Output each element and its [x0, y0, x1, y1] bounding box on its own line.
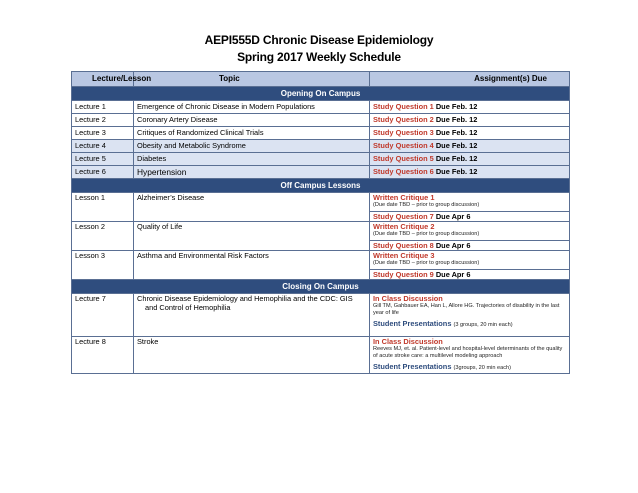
section-opening [72, 87, 570, 101]
spacer [373, 330, 566, 336]
table-row [72, 193, 570, 222]
study-question: Study Question 8 [373, 241, 434, 250]
header-topic: Topic [134, 72, 370, 87]
table-row [72, 153, 570, 166]
lecture-id: Lecture 6 [72, 166, 134, 179]
due-note: (Due date TBD – prior to group discussion) [373, 202, 480, 208]
presentation-note: (3groups, 20 min each) [453, 365, 512, 371]
table-row [72, 337, 570, 374]
document-subtitle: Spring 2017 Weekly Schedule [237, 50, 401, 64]
lecture-topic: Emergence of Chronic Disease in Modern Populations [134, 101, 370, 114]
lecture-id: Lecture 1 [72, 101, 134, 114]
student-presentations: Student Presentations [373, 319, 452, 328]
lecture-id: Lecture 5 [72, 153, 134, 166]
topic-line-1: Stroke [137, 337, 159, 346]
topic-line-2: and Control of Hemophilia [145, 303, 231, 312]
lecture-id: Lecture 8 [72, 337, 134, 374]
lecture-topic [134, 337, 370, 374]
section-title: Closing On Campus [72, 280, 570, 294]
presentation-line [373, 362, 566, 373]
table-row [72, 114, 570, 127]
table-row [72, 140, 570, 153]
lecture-id: Lecture 3 [72, 127, 134, 140]
lecture-id: Lecture 4 [72, 140, 134, 153]
assignment-cell [370, 294, 570, 337]
lesson-topic: Alzheimer’s Disease [134, 193, 370, 222]
schedule-table [71, 71, 570, 374]
study-question: Study Question 5 [373, 154, 434, 163]
topic-line-1: Chronic Disease Epidemiology and Hemophilia and the CDC: GIS [137, 294, 353, 303]
header-row [72, 72, 570, 87]
student-presentations: Student Presentations [373, 362, 452, 371]
study-question: Study Question 4 [373, 141, 434, 150]
presentation-line [373, 319, 566, 330]
written-critique: Written Critique 1 [373, 193, 435, 202]
due-date: Due Apr 6 [435, 241, 471, 250]
due-note: (Due date TBD – prior to group discussion) [373, 231, 480, 237]
discussion-label: In Class Discussion [373, 337, 443, 346]
study-question: Study Question 7 [373, 212, 434, 221]
lesson-id: Lesson 3 [72, 251, 134, 280]
reading-reference: Reeves MJ, et. al. Patient-level and hospital-level determinants of the quality of acute stroke care: a multilevel modeling approach [373, 346, 563, 359]
due-date: Due Feb. 12 [435, 128, 478, 137]
due-note: (Due date TBD – prior to group discussion) [373, 260, 480, 266]
lecture-topic: Obesity and Metabolic Syndrome [134, 140, 370, 153]
due-date: Due Feb. 12 [435, 154, 478, 163]
study-question: Study Question 9 [373, 270, 434, 279]
lecture-id: Lecture 2 [72, 114, 134, 127]
due-date: Due Apr 6 [435, 270, 471, 279]
lesson-id: Lesson 1 [72, 193, 134, 222]
due-date: Due Apr 6 [435, 212, 471, 221]
assignment-cell [370, 114, 570, 127]
header-lecture: Lecture/Lesson [72, 72, 134, 87]
assignment-cell [370, 101, 570, 114]
lecture-topic: Coronary Artery Disease [134, 114, 370, 127]
due-date: Due Feb. 12 [435, 115, 478, 124]
assignment-cell [370, 127, 570, 140]
discussion-label: In Class Discussion [373, 294, 443, 303]
lecture-topic: Diabetes [134, 153, 370, 166]
assignment-cell [370, 251, 570, 280]
due-date: Due Feb. 12 [435, 102, 478, 111]
written-critique: Written Critique 2 [373, 222, 435, 231]
due-date: Due Feb. 12 [435, 141, 478, 150]
document-title: AEPI555D Chronic Disease Epidemiology [204, 33, 434, 47]
study-question: Study Question 3 [373, 128, 434, 137]
lesson-id: Lesson 2 [72, 222, 134, 251]
lecture-topic [134, 294, 370, 337]
section-off-campus [72, 179, 570, 193]
study-question-line [370, 211, 569, 221]
study-question: Study Question 6 [373, 167, 434, 176]
study-question: Study Question 1 [373, 102, 434, 111]
table-row [72, 294, 570, 337]
section-title: Off Campus Lessons [72, 179, 570, 193]
table-row [72, 222, 570, 251]
assignment-cell [370, 222, 570, 251]
study-question-line [370, 269, 569, 279]
presentation-note: (3 groups, 20 min each) [453, 322, 513, 328]
assignment-cell [370, 337, 570, 374]
written-critique: Written Critique 3 [373, 251, 435, 260]
lecture-id: Lecture 7 [72, 294, 134, 337]
due-date: Due Feb. 12 [435, 167, 478, 176]
study-question: Study Question 2 [373, 115, 434, 124]
assignment-cell [370, 193, 570, 222]
table-row [72, 251, 570, 280]
study-question-line [370, 240, 569, 250]
lesson-topic: Quality of Life [134, 222, 370, 251]
assignment-cell [370, 166, 570, 179]
lecture-topic: Critiques of Randomized Clinical Trials [134, 127, 370, 140]
assignment-cell [370, 140, 570, 153]
lesson-topic: Asthma and Environmental Risk Factors [134, 251, 370, 280]
reading-reference: Gill TM, Gahbauer EA, Han L, Allore HG. Trajectories of disability in the last year of life [373, 303, 560, 316]
lecture-topic: Hypertension [134, 166, 370, 179]
section-closing [72, 280, 570, 294]
header-assignment: Assignment(s) Due [370, 72, 570, 87]
table-row [72, 166, 570, 179]
table-row [72, 101, 570, 114]
assignment-cell [370, 153, 570, 166]
section-title: Opening On Campus [72, 87, 570, 101]
table-row [72, 127, 570, 140]
